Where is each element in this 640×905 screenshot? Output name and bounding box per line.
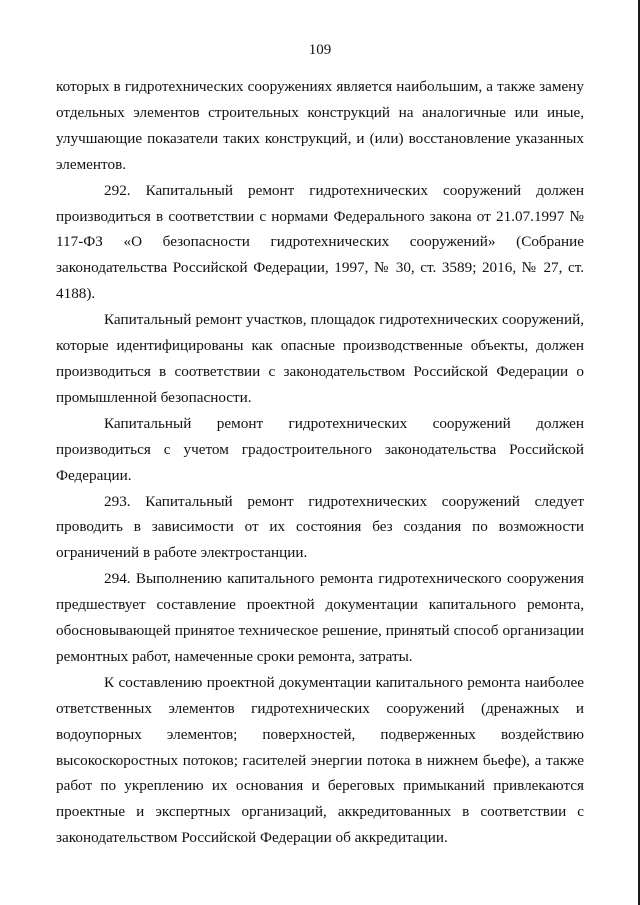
- document-body: [56, 74, 584, 851]
- paragraph-design-documentation: К составлению проектной документации капитального ремонта наиболее ответственных элементов гидротехнических сооружений (дренажных и водоупорных элементов; поверхностей, подверженных воздействию высокоскоростных потоков; гасителей энергии потока в нижнем бьефе), а также работ по укреплению их основания и береговых примыканий привлекаются проектные и экспертных организаций, аккредитованных в соответствии с законодательством Российской Федерации об аккредитации.: [56, 673, 584, 847]
- paragraph-293: 293. Капитальный ремонт гидротехнических сооружений следует проводить в зависимости от их состояния без создания по возможности ограничений в работе электростанции.: [56, 492, 584, 562]
- paragraph-292: 292. Капитальный ремонт гидротехнических сооружений должен производиться в соответствии с нормами Федерального закона от 21.07.1997 № 117-ФЗ «О безопасности гидротехнических сооружений» (Собрание законодательства Российской Федерации, 1997, № 30, ст. 3589; 2016, № 27, ст. 4188).: [56, 181, 584, 303]
- paragraph-1: которых в гидротехнических сооружениях является наибольшим, а также замену отдельных элементов строительных конструкций на аналогичные или иные, улучшающие показатели таких конструкций, и (или) восстановление указанных элементов.: [56, 78, 584, 173]
- paragraph-urban-planning: Капитальный ремонт гидротехнических сооружений должен производиться с учетом градостроительного законодательства Российской Федерации.: [56, 414, 584, 484]
- paragraph-294: 294. Выполнению капитального ремонта гидротехнического сооружения предшествует составление проектной документации капитального ремонта, обосновывающей принятое техническое решение, принятый способ организации ремонтных работ, намеченные сроки ремонта, затраты.: [56, 570, 584, 665]
- paragraph-hazardous-facilities: Капитальный ремонт участков, площадок гидротехнических сооружений, которые идентифицированы как опасные производственные объекты, должен производиться в соответствии с законодательством Российской Федерации о промышленной безопасности.: [56, 311, 584, 406]
- page-number: 109: [308, 42, 332, 58]
